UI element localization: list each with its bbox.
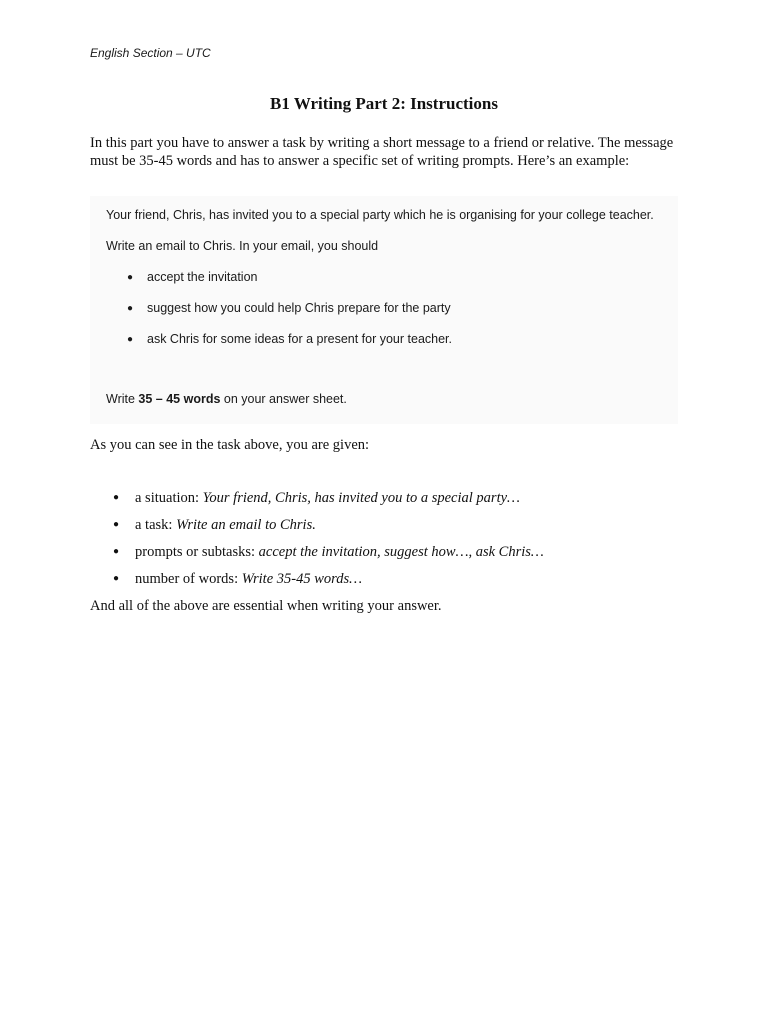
bullet-icon: ●	[113, 492, 120, 503]
bullet-icon: ●	[113, 573, 120, 584]
list-item	[113, 490, 520, 507]
example-task-box	[90, 196, 678, 424]
task-word-count	[106, 392, 347, 406]
bullet-icon: ●	[113, 519, 120, 530]
task-bullet-item: accept the invitation	[147, 270, 258, 284]
item-example: Write an email to Chris.	[176, 517, 316, 533]
closing-paragraph: And all of the above are essential when writing your answer.	[90, 598, 442, 614]
item-example: accept the invitation, suggest how…, ask Chris…	[258, 544, 544, 560]
given-intro: As you can see in the task above, you are given:	[90, 437, 370, 453]
task-situation: Your friend, Chris, has invited you to a special party which he is organising for your college teacher.	[106, 208, 654, 222]
item-label: number of words:	[135, 571, 242, 587]
item-example: Your friend, Chris, has invited you to a special party…	[202, 490, 520, 506]
list-item	[113, 571, 362, 588]
bullet-icon: ●	[127, 334, 134, 345]
task-bullet-item: ask Chris for some ideas for a present for your teacher.	[147, 332, 452, 346]
intro-paragraph: In this part you have to answer a task by writing a short message to a friend or relative. The message must be 35-45 words and has to answer a specific set of writing prompts. Here’s an example:	[90, 135, 674, 169]
bullet-icon: ●	[113, 546, 120, 557]
list-item	[113, 517, 316, 534]
page-header: English Section – UTC	[90, 46, 211, 60]
task-instruction: Write an email to Chris. In your email, you should	[106, 239, 379, 253]
list-item	[113, 544, 544, 561]
word-count-suffix: on your answer sheet.	[220, 392, 347, 406]
bullet-icon: ●	[127, 303, 134, 314]
task-bullet-item: suggest how you could help Chris prepare for the party	[147, 301, 451, 315]
word-count-bold: 35 – 45 words	[138, 392, 221, 406]
item-label: prompts or subtasks:	[135, 544, 259, 560]
item-label: a situation:	[135, 490, 203, 506]
word-count-prefix: Write	[106, 392, 139, 406]
bullet-icon: ●	[127, 272, 134, 283]
item-example: Write 35-45 words…	[241, 571, 363, 587]
item-label: a task:	[135, 517, 177, 533]
page-title: B1 Writing Part 2: Instructions	[270, 94, 498, 113]
